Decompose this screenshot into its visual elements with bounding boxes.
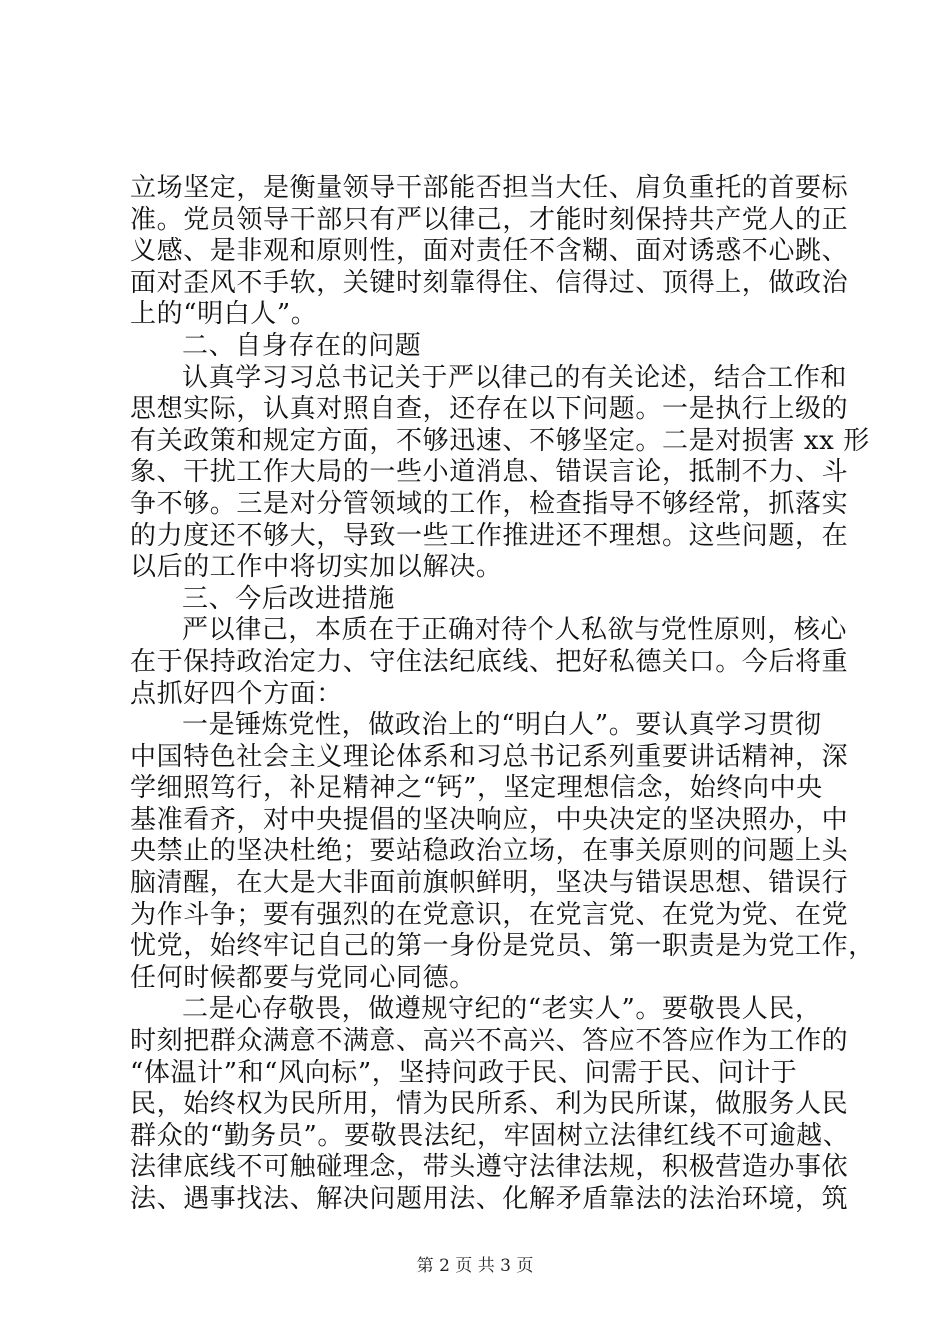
text-line: 学细照笃行，补足精神之“钙”，坚定理想信念，始终向中央 (130, 773, 823, 804)
text-line: 民，始终权为民所用，情为民所系、利为民所谋，做服务人民 (130, 1089, 849, 1120)
text-line: 法、遇事找法、解决问题用法、化解矛盾靠法的法治环境，筑 (130, 1184, 849, 1214)
text-line: 思想实际，认真对照自查，还存在以下问题。一是执行上级的 (130, 394, 849, 425)
text-line: 面对歪风不手软，关键时刻靠得住、信得过、顶得上，做政治 (130, 267, 849, 298)
text-line: 央禁止的坚决杜绝；要站稳政治立场，在事关原则的问题上头 (130, 836, 849, 867)
text-line: 时刻把群众满意不满意、高兴不高兴、答应不答应作为工作的 (130, 1026, 849, 1057)
text-line: 在于保持政治定力、守住法纪底线、把好私德关口。今后将重 (130, 646, 849, 677)
text-line: 上的“明白人”。 (130, 299, 318, 330)
text-line: “体温计”和“风向标”，坚持问政于民、问需于民、问计于 (130, 1057, 798, 1088)
text-line: 的力度还不够大，导致一些工作推进还不理想。这些问题，在 (130, 520, 849, 551)
text-line: 为作斗争；要有强烈的在党意识，在党言党、在党为党、在党 (130, 899, 849, 930)
text-line: 忧党，始终牢记自己的第一身份是党员、第一职责是为党工作， (130, 931, 875, 962)
text-line: 义感、是非观和原则性，面对责任不含糊、面对诱惑不心跳、 (130, 236, 849, 267)
text-line: 象、干扰工作大局的一些小道消息、错误言论，抵制不力、斗 (130, 457, 849, 488)
text-line: 争不够。三是对分管领域的工作，检查指导不够经常，抓落实 (130, 488, 849, 519)
text-line: 严以律己，本质在于正确对待个人私欲与党性原则，核心 (182, 615, 848, 646)
text-line: 中国特色社会主义理论体系和习总书记系列重要讲话精神，深 (130, 741, 849, 772)
text-line: 有关政策和规定方面，不够迅速、不够坚定。二是对损害 xx 形 (130, 425, 870, 456)
text-line: 以后的工作中将切实加以解决。 (130, 552, 503, 583)
text-line: 脑清醒，在大是大非面前旗帜鲜明，坚决与错误思想、错误行 (130, 868, 849, 899)
text-line: 群众的“勤务员”。要敬畏法纪，牢固树立法律红线不可逾越、 (130, 1120, 850, 1151)
text-line: 三、今后改进措施 (182, 583, 395, 614)
text-line: 任何时候都要与党同心同德。 (130, 962, 476, 993)
text-line: 认真学习习总书记关于严以律己的有关论述，结合工作和 (182, 362, 848, 393)
text-line: 二是心存敬畏，做遵规守纪的“老实人”。要敬畏人民， (182, 994, 822, 1025)
text-line: 一是锤炼党性，做政治上的“明白人”。要认真学习贯彻 (182, 710, 822, 741)
text-line: 基准看齐，对中央提倡的坚决响应，中央决定的坚决照办，中 (130, 804, 849, 835)
text-line: 立场坚定，是衡量领导干部能否担当大任、肩负重托的首要标 (130, 173, 849, 203)
text-line: 法律底线不可触碰理念，带头遵守法律法规，积极营造办事依 (130, 1152, 849, 1183)
page-footer: 第 2 页 共 3 页 (416, 1256, 534, 1276)
text-line: 二、自身存在的问题 (182, 330, 422, 361)
text-line: 准。党员领导干部只有严以律己，才能时刻保持共产党人的正 (130, 204, 849, 235)
text-line: 点抓好四个方面： (130, 678, 343, 709)
document-body (130, 173, 875, 1216)
